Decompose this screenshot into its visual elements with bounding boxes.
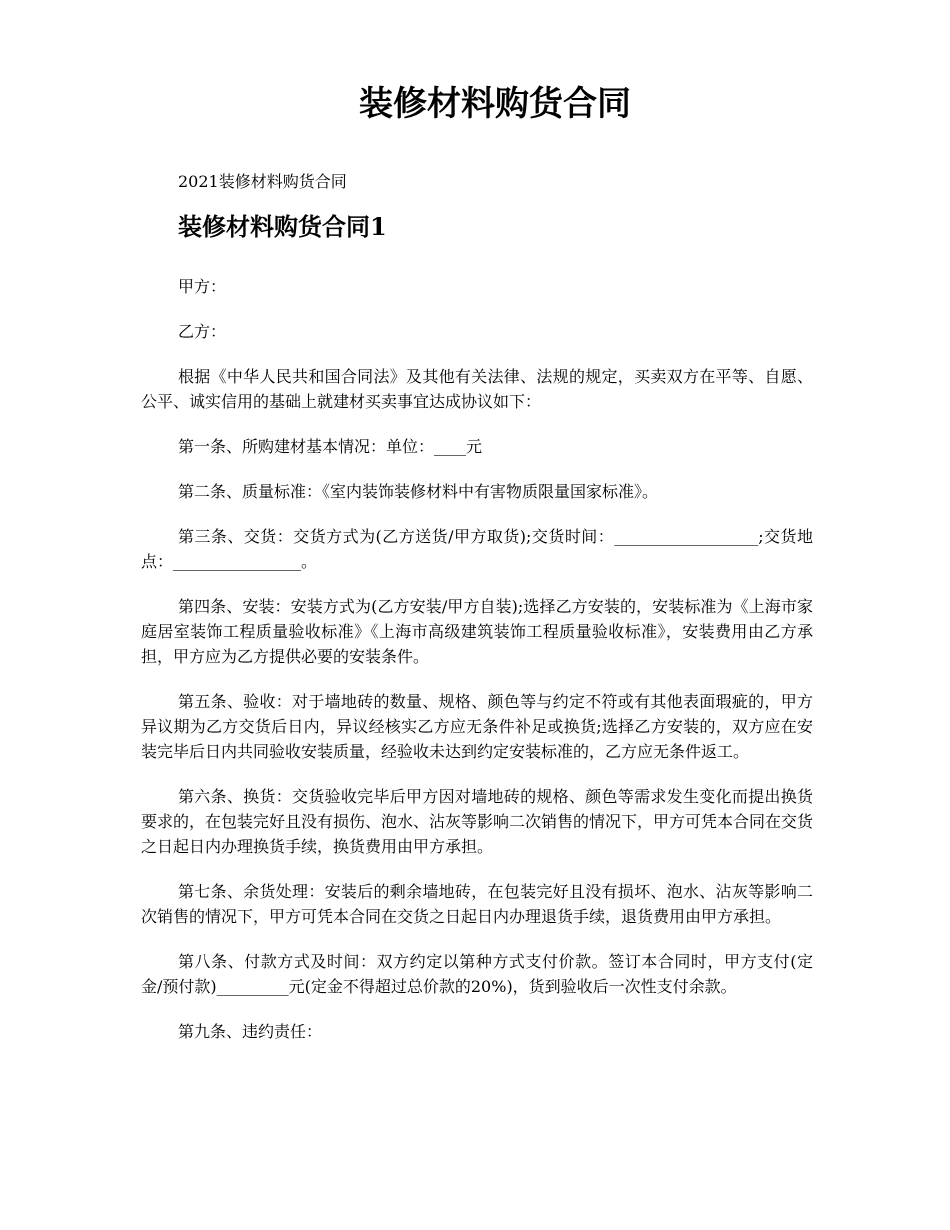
article-5-paragraph: 第五条、验收：对于墙地砖的数量、规格、颜色等与约定不符或有其他表面瑕疵的，甲方异议期为乙方交货后日内，异议经核实乙方应无条件补足或换货;选择乙方安装的，双方应在安装完毕后日内共同验收安装质量，经验收未达到约定安装标准的，乙方应无条件返工。 — [141, 692, 813, 761]
article-9-paragraph: 第九条、违约责任： — [178, 1022, 323, 1041]
preamble-paragraph: 根据《中华人民共和国合同法》及其他有关法律、法规的规定，买卖双方在平等、自愿、公平、诚实信用的基础上就建材买卖事宜达成协议如下： — [141, 367, 813, 411]
article-4-paragraph: 第四条、安装：安装方式为(乙方安装/甲方自装);选择乙方安装的，安装标准为《上海市家庭居室装饰工程质量验收标准》《上海市高级建筑装饰工程质量验收标准》，安装费用由乙方承担，甲方应为乙方提供必要的安装条件。 — [141, 597, 813, 666]
party-a-line: 甲方： — [178, 277, 227, 296]
party-b-line: 乙方： — [178, 322, 227, 341]
section-heading: 装修材料购货合同1 — [178, 212, 387, 241]
contract-body — [141, 274, 813, 1064]
article-3-paragraph: 第三条、交货：交货方式为(乙方送货/甲方取货);交货时间：__________________;交货地点：________________。 — [141, 527, 813, 571]
document-subtitle: 2021装修材料购货合同 — [178, 172, 347, 191]
article-2-paragraph: 第二条、质量标准：《室内装饰装修材料中有害物质限量国家标准》。 — [178, 482, 659, 501]
article-8-paragraph: 第八条、付款方式及时间：双方约定以第种方式支付价款。签订本合同时，甲方支付(定金/预付款)_________元(定金不得超过总价款的20%)，货到验收后一次性支付余款。 — [141, 952, 813, 996]
document-title: 装修材料购货合同 — [359, 84, 631, 124]
article-6-paragraph: 第六条、换货：交货验收完毕后甲方因对墙地砖的规格、颜色等需求发生变化而提出换货要求的，在包装完好且没有损伤、泡水、沾灰等影响二次销售的情况下，甲方可凭本合同在交货之日起日内办理换货手续，换货费用由甲方承担。 — [141, 787, 814, 856]
article-7-paragraph: 第七条、余货处理：安装后的剩余墙地砖，在包装完好且没有损坏、泡水、沾灰等影响二次销售的情况下，甲方可凭本合同在交货之日起日内办理退货手续，退货费用由甲方承担。 — [141, 882, 813, 926]
article-1-paragraph: 第一条、所购建材基本情况：单位：____元 — [178, 437, 483, 456]
